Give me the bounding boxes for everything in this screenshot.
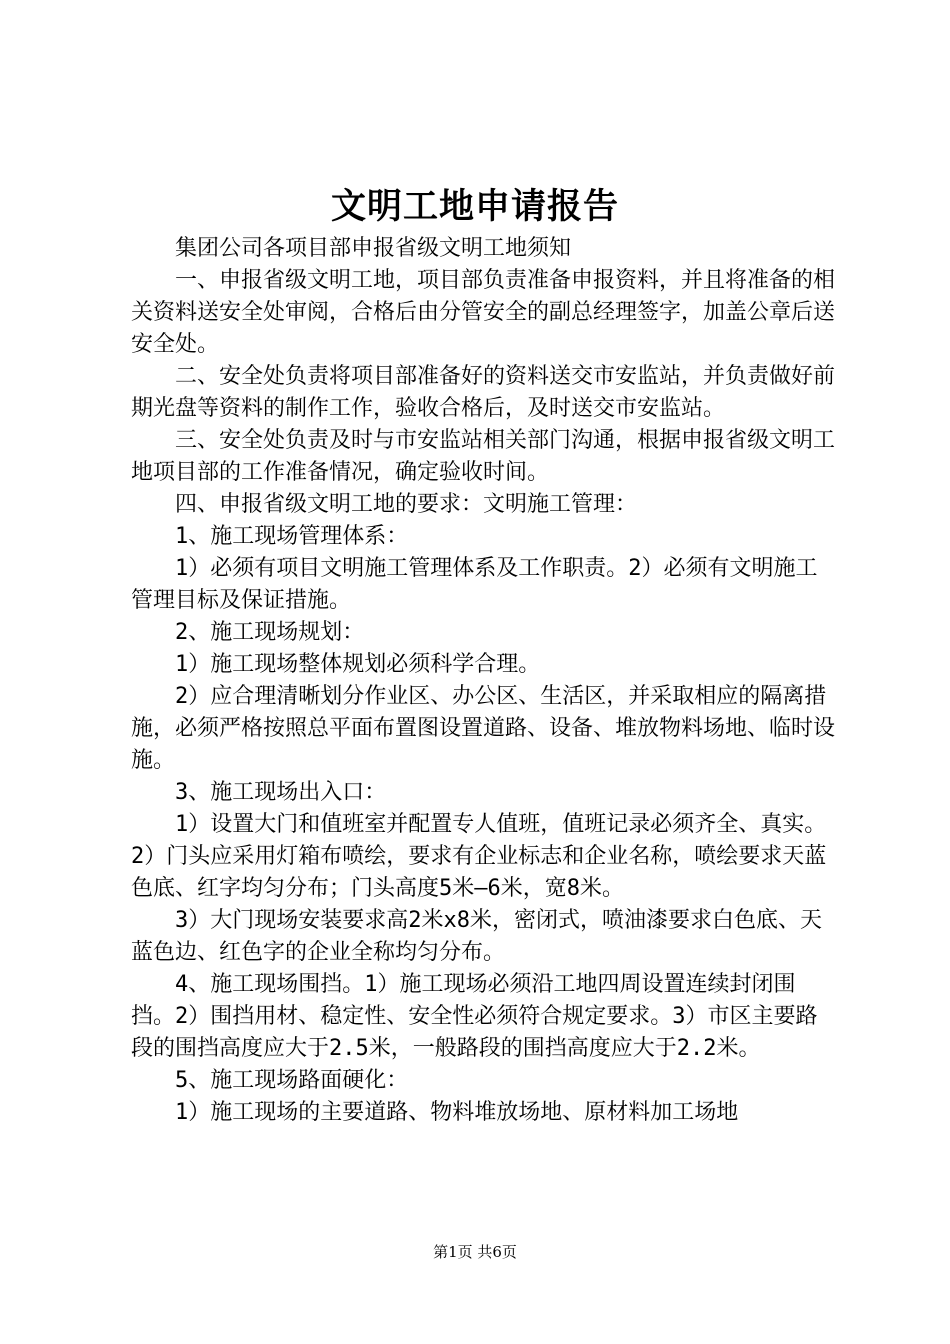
- section-heading-site-planning: 2、施工现场规划：: [175, 620, 365, 645]
- paragraph-site-planning-2: 2）应合理清晰划分作业区、办公区、生活区，并采取相应的隔离措施，必须严格按照总平面布置图设置道路、设备、堆放物料场地、临时设施。: [131, 684, 836, 773]
- paragraph-item-1: 一、申报省级文明工地，项目部负责准备申报资料，并且将准备的相关资料送安全处审阅，合格后由分管安全的副总经理签字，加盖公章后送安全处。: [131, 268, 836, 357]
- paragraph-enclosure: 4、施工现场围挡。1）施工现场必须沿工地四周设置连续封闭围挡。2）围挡用材、稳定性、安全性必须符合规定要求。3）市区主要路段的围挡高度应大于2.5米，一般路段的围挡高度应大于2.2米。: [131, 972, 818, 1061]
- section-heading-road-hardening: 5、施工现场路面硬化：: [175, 1068, 409, 1093]
- section-heading-entrance: 3、施工现场出入口：: [175, 780, 387, 805]
- paragraph-item-4: 四、申报省级文明工地的要求：文明施工管理：: [175, 492, 638, 517]
- paragraph-management-system: 1）必须有项目文明施工管理体系及工作职责。2）必须有文明施工管理目标及保证措施。: [131, 556, 818, 613]
- document-title: 文明工地申请报告: [330, 186, 619, 227]
- paragraph-entrance-1: 1）设置大门和值班室并配置专人值班，值班记录必须齐全、真实。2）门头应采用灯箱布喷绘，要求有企业标志和企业名称，喷绘要求天蓝色底、红字均匀分布；门头高度5米—6米，宽8米。: [131, 812, 827, 901]
- paragraph-item-2: 二、安全处负责将项目部准备好的资料送交市安监站，并负责做好前期光盘等资料的制作工作，验收合格后，及时送交市安监站。: [131, 364, 836, 421]
- paragraph-site-planning-1: 1）施工现场整体规划必须科学合理。: [175, 652, 541, 677]
- document-body: [131, 233, 836, 1129]
- paragraph-entrance-2: 3）大门现场安装要求高2米x8米，密闭式，喷油漆要求白色底、天蓝色边、红色字的企业全称均匀分布。: [131, 908, 822, 965]
- paragraph-intro: 集团公司各项目部申报省级文明工地须知: [175, 236, 572, 261]
- section-heading-management-system: 1、施工现场管理体系：: [175, 524, 409, 549]
- page-footer: 第1页 共6页: [433, 1243, 517, 1261]
- paragraph-item-3: 三、安全处负责及时与市安监站相关部门沟通，根据申报省级文明工地项目部的工作准备情况，确定验收时间。: [131, 428, 836, 485]
- paragraph-road-hardening-1: 1）施工现场的主要道路、物料堆放场地、原材料加工场地: [175, 1100, 739, 1125]
